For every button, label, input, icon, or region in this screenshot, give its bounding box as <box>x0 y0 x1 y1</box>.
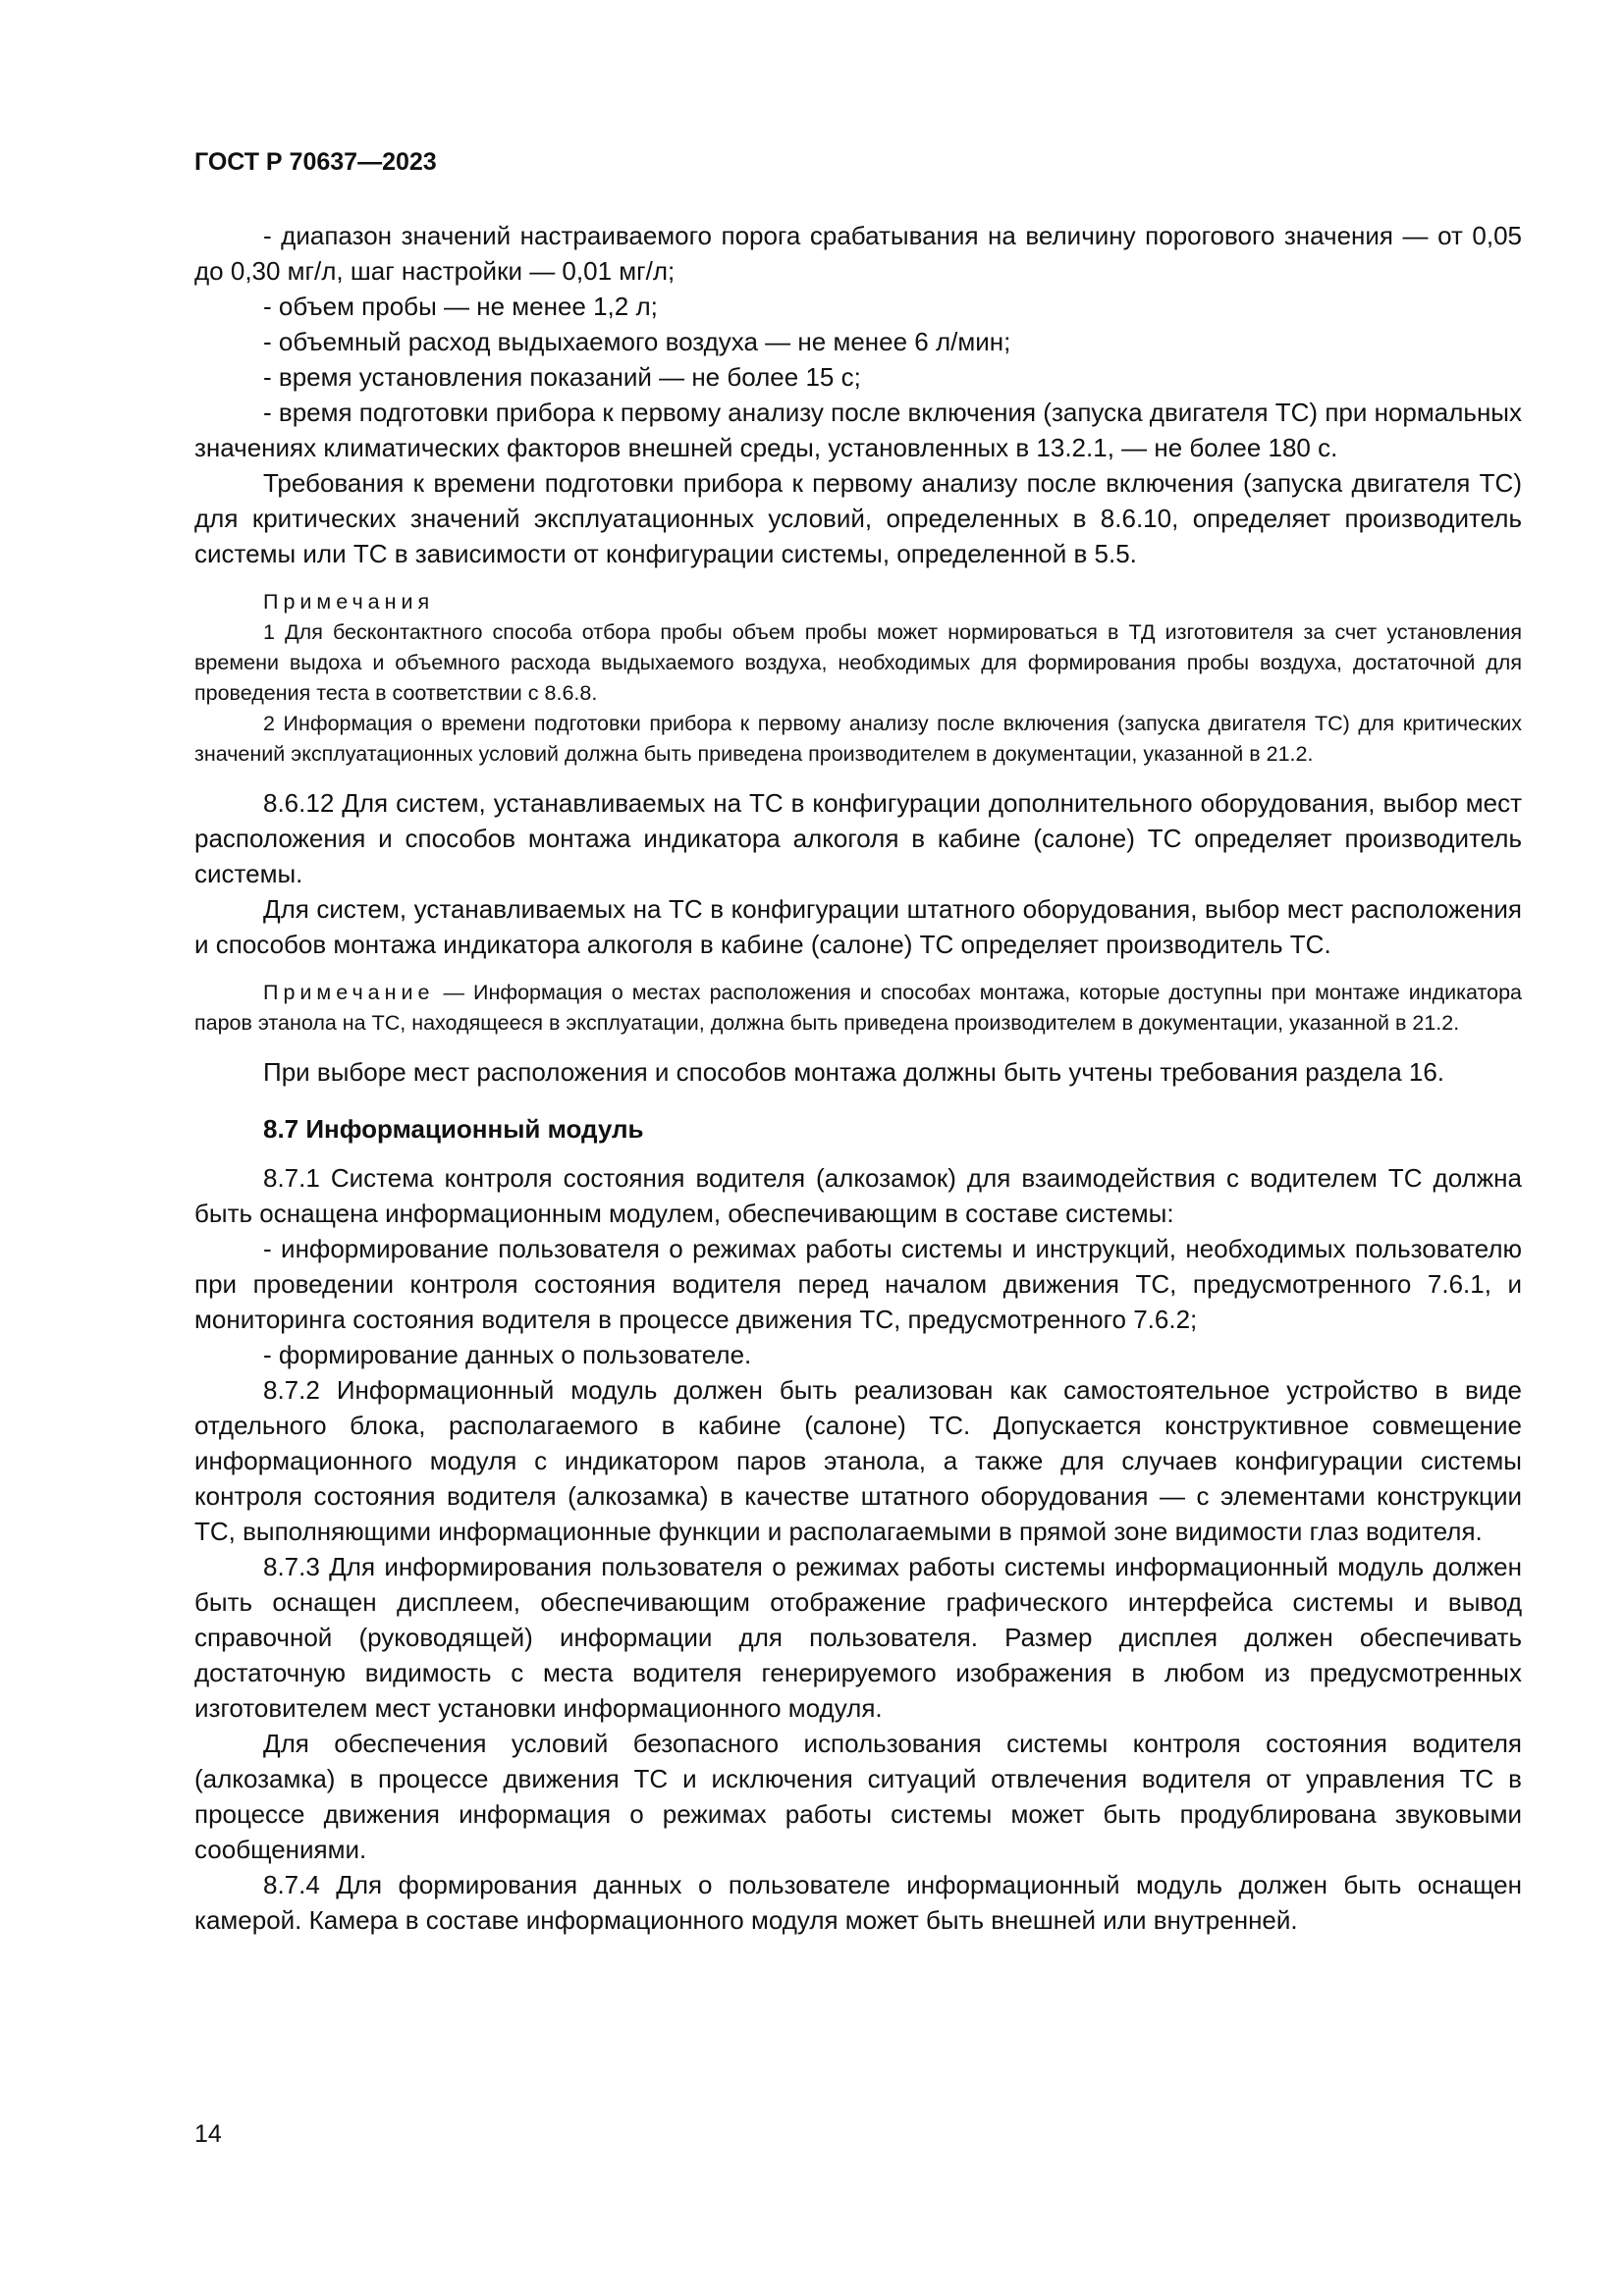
paragraph: Для систем, устанавливаемых на ТС в конфигурации штатного оборудования, выбор мест расположения и способов монтажа индикатора алкоголя в кабине (салоне) ТС определяет производитель ТС. <box>194 894 1522 959</box>
note-item: 1 Для бесконтактного способа отбора пробы объем пробы может нормироваться в ТД изготовителя за счет установления времени выдоха и объемного расхода выдыхаемого воздуха, необходимых для формирования пробы воздуха, достаточной для проведения теста в соответствии с 8.6.8. <box>194 620 1522 705</box>
note-item: 2 Информация о времени подготовки прибора к первому анализу после включения (запуска двигателя ТС) для критических значений эксплуатационных условий должна быть приведена производителем в документации, указанной в 21.2. <box>194 712 1522 766</box>
paragraph: При выборе мест расположения и способов монтажа должны быть учтены требования раздела 16. <box>263 1057 1445 1087</box>
note-text: — Информация о местах расположения и способах монтажа, которые доступны при монтаже индикатора паров этанола на ТС, находящееся в эксплуатации, должна быть приведена производителем в документации, указанной в 21.2. <box>194 981 1522 1035</box>
paragraph-8-7-3: 8.7.3 Для информирования пользователя о режимах работы системы информационный модуль должен быть оснащен дисплеем, обеспечивающим отображение графического интерфейса системы и вывод справочной (руководящей) информации для пользователя. Размер дисплея должен обеспечивать достаточную видимость с места водителя генерируемого изображения в любом из предусмотренных изготовителем мест установки информационного модуля. <box>194 1552 1522 1723</box>
list-item: - объемный расход выдыхаемого воздуха — не менее 6 л/мин; <box>263 327 1011 356</box>
paragraph-8-6-12: 8.6.12 Для систем, устанавливаемых на ТС в конфигурации дополнительного оборудования, выбор мест расположения и способов монтажа индикатора алкоголя в кабине (салоне) ТС определяет производитель системы. <box>194 788 1522 888</box>
list-item: - время установления показаний — не более 15 с; <box>263 362 861 392</box>
paragraph-8-7-4: 8.7.4 Для формирования данных о пользователе информационный модуль должен быть оснащен камерой. Камера в составе информационного модуля может быть внешней или внутренней. <box>194 1870 1522 1935</box>
paragraph: Для обеспечения условий безопасного использования системы контроля состояния водителя (алкозамка) в процессе движения ТС и исключения ситуаций отвлечения водителя от управления ТС в процессе движения информация о режимах работы системы может быть продублирована звуковыми сообщениями. <box>194 1729 1522 1864</box>
document-header: ГОСТ Р 70637—2023 <box>194 148 437 176</box>
paragraph-8-7-2: 8.7.2 Информационный модуль должен быть реализован как самостоятельное устройство в виде отдельного блока, располагаемого в кабине (салоне) ТС. Допускается конструктивное совмещение информационного модуля с индикатором паров этанола, а также для случаев конфигурации системы контроля состояния водителя (алкозамка) в качестве штатного оборудования — с элементами конструкции ТС, выполняющими информационные функции и располагаемыми в прямой зоне видимости глаз водителя. <box>194 1375 1522 1546</box>
section-title: 8.7 Информационный модуль <box>263 1114 644 1144</box>
note-label: Примечание <box>263 981 435 1004</box>
paragraph-8-7-1: 8.7.1 Система контроля состояния водителя (алкозамок) для взаимодействия с водителем ТС должна быть оснащена информационным модулем, обеспечивающим в составе системы: <box>194 1163 1522 1228</box>
list-item: - объем пробы — не менее 1,2 л; <box>263 292 658 321</box>
list-item: - формирование данных о пользователе. <box>263 1340 752 1369</box>
note-single <box>194 978 1522 1039</box>
list-item: - информирование пользователя о режимах работы системы и инструкций, необходимых пользователю при проведении контроля состояния водителя перед началом движения ТС, предусмотренного 7.6.1, и мониторинга состояния водителя в процессе движения ТС, предусмотренного 7.6.2; <box>194 1234 1522 1334</box>
page-number: 14 <box>194 2120 222 2148</box>
list-item: - диапазон значений настраиваемого порога срабатывания на величину порогового значения — от 0,05 до 0,30 мг/л, шаг настройки — 0,01 мг/л; <box>194 221 1522 286</box>
list-item: - время подготовки прибора к первому анализу после включения (запуска двигателя ТС) при нормальных значениях климатических факторов внешней среды, установленных в 13.2.1, — не более 180 с. <box>194 398 1522 462</box>
notes-title: Примечания <box>263 590 435 614</box>
paragraph: Требования к времени подготовки прибора к первому анализу после включения (запуска двигателя ТС) для критических значений эксплуатационных условий, определенных в 8.6.10, определяет производитель системы или ТС в зависимости от конфигурации системы, определенной в 5.5. <box>194 468 1522 568</box>
document-page <box>194 147 1522 1938</box>
